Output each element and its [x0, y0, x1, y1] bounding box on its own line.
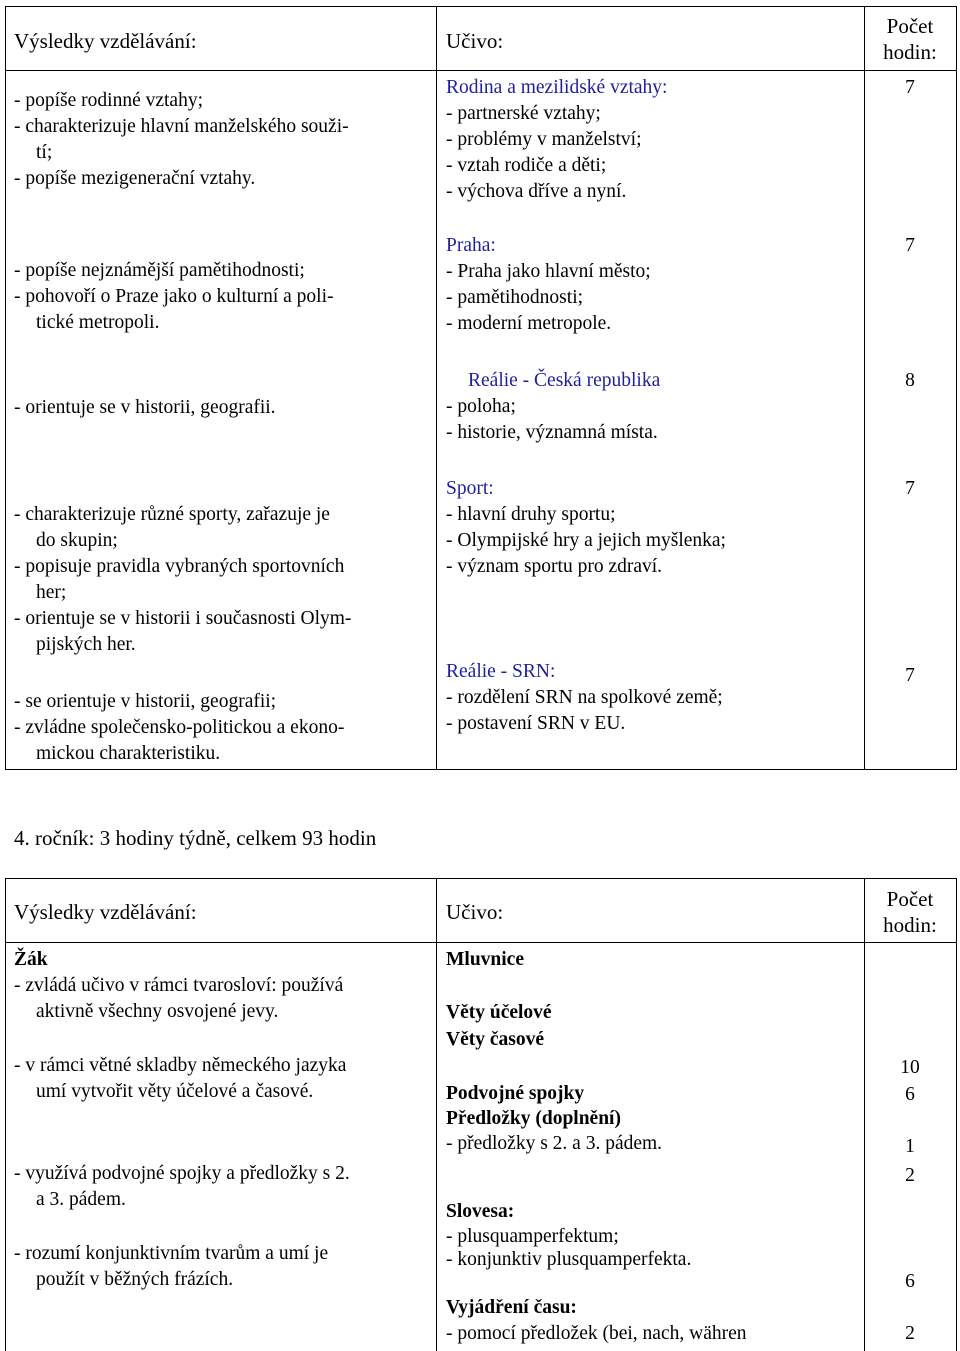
topic-vety-ucelove: Věty účelové	[446, 1002, 552, 1023]
table2-results	[14, 947, 343, 1025]
result-line: - v rámci větné skladby německého jazyka	[14, 1055, 347, 1076]
topic-vety-casove: Věty časové	[446, 1029, 545, 1050]
result-line: - orientuje se v historii i současnosti Olym-	[14, 608, 352, 629]
table2-header-results: Výsledky vzdělávání:	[14, 900, 197, 924]
result-line: - charakterizuje hlavní manželského souži-	[14, 116, 349, 137]
topic-item: - poloha;	[446, 396, 516, 417]
table-header-divider	[5, 70, 956, 71]
topic-slovesa-item-1: - plusquamperfektum;	[446, 1226, 619, 1247]
table-border-bottom	[5, 769, 956, 770]
topic-slovesa-item-2: - konjunktiv plusquamperfekta.	[446, 1249, 692, 1270]
topic-predlozky-item: - předložky s 2. a 3. pádem.	[446, 1133, 663, 1154]
result-line: - pohovoří o Praze jako o kulturní a poli-	[14, 286, 334, 307]
topic-title: Sport:	[446, 478, 494, 499]
row3-results	[14, 395, 276, 421]
table2-results-4	[14, 1241, 328, 1293]
row4-results	[14, 502, 351, 658]
result-line: mickou charakteristiku.	[36, 743, 221, 764]
table-border-right	[956, 6, 957, 770]
row3-topics	[446, 368, 660, 446]
hours-value: 2	[905, 1323, 915, 1344]
result-line: - popíše rodinné vztahy;	[14, 90, 203, 111]
result-line: do skupin;	[36, 530, 118, 551]
result-line: - zvládá učivo v rámci tvarosloví: používá	[14, 975, 344, 996]
topic-predlozky: Předložky (doplnění)	[446, 1108, 621, 1129]
hours-value: 2	[905, 1165, 915, 1186]
topic-item: - Olympijské hry a jejich myšlenka;	[446, 530, 726, 551]
result-line: - orientuje se v historii, geografii.	[14, 397, 276, 418]
row5-results	[14, 689, 344, 767]
header-hours-line1: Počet	[886, 14, 934, 38]
result-line: pijských her.	[36, 634, 136, 655]
header-results: Výsledky vzdělávání:	[14, 29, 197, 53]
result-line: aktivně všechny osvojené jevy.	[36, 1001, 279, 1022]
result-line: - charakterizuje různé sporty, zařazuje je	[14, 504, 330, 525]
topic-item: - problémy v manželství;	[446, 129, 642, 150]
row1-hours: 7	[905, 77, 915, 98]
header-topics: Učivo:	[446, 29, 504, 53]
result-line: tické metropoli.	[36, 312, 160, 333]
topic-item: - výchova dříve a nyní.	[446, 181, 627, 202]
topic-title: Rodina a mezilidské vztahy:	[446, 77, 668, 98]
result-line: her;	[36, 582, 67, 603]
hours-value: 1	[905, 1136, 915, 1157]
topic-title: Praha:	[446, 235, 496, 256]
result-line: a 3. pádem.	[36, 1189, 126, 1210]
table2-column-divider-1	[436, 878, 437, 1351]
table2-border-left	[5, 878, 6, 1351]
topic-title: Reálie - SRN:	[446, 661, 556, 682]
subject-label: Žák	[14, 949, 48, 970]
topic-slovesa: Slovesa:	[446, 1201, 515, 1222]
table-border-left	[5, 6, 6, 770]
table2-results-3	[14, 1161, 350, 1213]
row5-topics	[446, 659, 723, 737]
header-hours-line2: hodin:	[883, 40, 937, 64]
row1-topics	[446, 75, 667, 205]
result-line: - popisuje pravidla vybraných sportovních	[14, 556, 345, 577]
row2-results	[14, 258, 334, 336]
table2-results-2	[14, 1053, 346, 1105]
result-line: - se orientuje v historii, geografii;	[14, 691, 277, 712]
table2-header-topics: Učivo:	[446, 900, 504, 924]
result-line: - zvládne společensko-politickou a ekono-	[14, 717, 345, 738]
row5-hours: 7	[905, 665, 915, 686]
topic-podvojne-spojky: Podvojné spojky	[446, 1083, 585, 1104]
header-hours-line2: hodin:	[883, 913, 937, 937]
row1-results	[14, 88, 349, 192]
table-border-top	[5, 6, 956, 7]
topic-item: - historie, významná místa.	[446, 422, 658, 443]
topic-item: - hlavní druhy sportu;	[446, 504, 616, 525]
hours-value: 6	[905, 1084, 915, 1105]
result-line: - využívá podvojné spojky a předložky s 2.	[14, 1163, 350, 1184]
topic-item: - pamětihodnosti;	[446, 287, 584, 308]
result-line: umí vytvořit věty účelové a časové.	[36, 1081, 314, 1102]
topic-vyjadreni-casu: Vyjádření času:	[446, 1297, 577, 1318]
row4-hours: 7	[905, 478, 915, 499]
topic-item: - Praha jako hlavní město;	[446, 261, 651, 282]
table-column-divider-1	[436, 6, 437, 770]
header-hours-line1: Počet	[886, 887, 934, 911]
table2-header-divider	[5, 942, 956, 943]
topic-title: Reálie - Česká republika	[468, 370, 661, 391]
table2-border-right	[956, 878, 957, 1351]
topic-item: - význam sportu pro zdraví.	[446, 556, 663, 577]
topic-vyjadreni-item: - pomocí předložek (bei, nach, währen	[446, 1323, 747, 1344]
section-heading: 4. ročník: 3 hodiny týdně, celkem 93 hodin	[14, 826, 377, 850]
topic-item: - partnerské vztahy;	[446, 103, 601, 124]
header-hours	[864, 13, 956, 65]
row3-hours: 8	[905, 370, 915, 391]
row2-topics	[446, 233, 651, 337]
result-line: tí;	[36, 142, 53, 163]
topic-item: - rozdělení SRN na spolkové země;	[446, 687, 723, 708]
result-line: - popíše nejznámější pamětihodnosti;	[14, 260, 305, 281]
row2-hours: 7	[905, 235, 915, 256]
hours-value: 10	[900, 1057, 920, 1078]
row4-topics	[446, 476, 726, 580]
topic-item: - vztah rodiče a děti;	[446, 155, 607, 176]
table2-header-hours	[864, 886, 956, 938]
result-line: - popíše mezigenerační vztahy.	[14, 168, 256, 189]
table2-border-top	[5, 878, 956, 879]
hours-value: 6	[905, 1271, 915, 1292]
topic-mluvnice: Mluvnice	[446, 949, 524, 970]
result-line: - rozumí konjunktivním tvarům a umí je	[14, 1243, 329, 1264]
topic-item: - postavení SRN v EU.	[446, 713, 626, 734]
topic-item: - moderní metropole.	[446, 313, 612, 334]
result-line: použít v běžných frázích.	[36, 1269, 234, 1290]
